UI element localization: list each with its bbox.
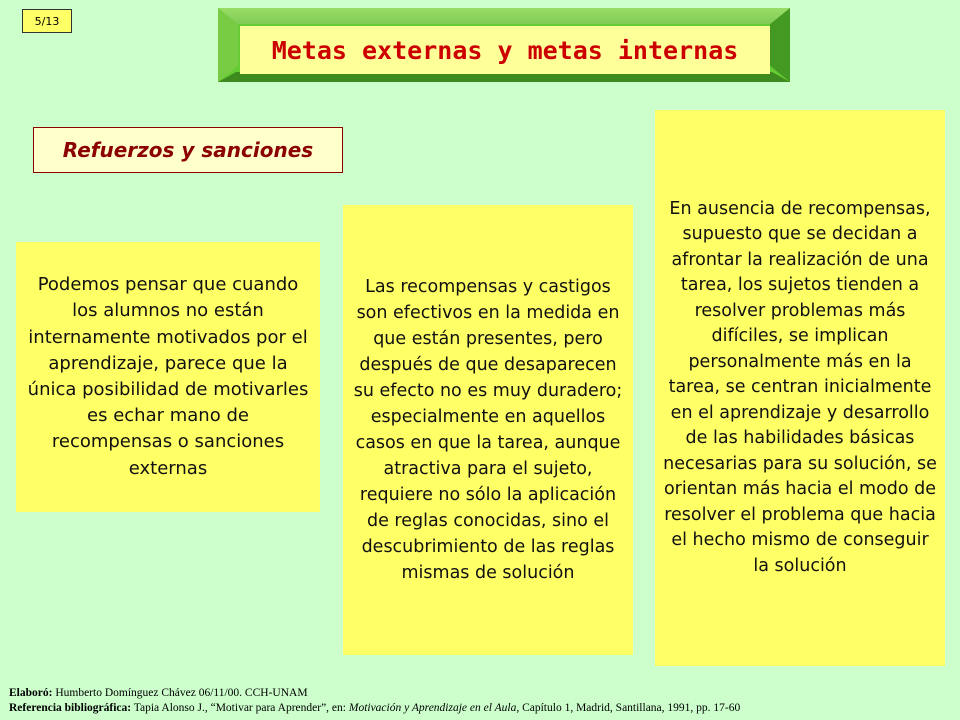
reference-text-2: Capítulo 1, Madrid, Santillana, 1991, pp. 17-60 [519, 702, 741, 714]
text-box-middle [343, 205, 633, 655]
page-title: Metas externas y metas internas [271, 35, 739, 65]
section-subtitle-box [33, 127, 343, 173]
author-label: Elaboró: [9, 687, 53, 699]
reference-text-1: Tapia Alonso J., “Motivar para Aprender”, en: [131, 702, 349, 714]
author-text: Humberto Domínguez Chávez 06/11/00. CCH-UNAM [52, 687, 308, 699]
footer [9, 686, 949, 716]
page-number: 5/13 [22, 9, 72, 33]
title-panel [240, 26, 770, 74]
text-right: En ausencia de recompensas, supuesto que se decidan a afrontar la realización de una tarea, los sujetos tienden a resolver problemas más difíciles, se implican personalmente más en la tarea, se centran inicialmente en el aprendizaje y desarrollo de las habilidades básicas necesarias para su solución, se orientan más hacia el modo de resolver el problema que hacia el hecho mismo de conseguir la solución [663, 198, 937, 576]
text-box-left [16, 242, 320, 512]
section-subtitle: Refuerzos y sanciones [62, 138, 314, 162]
text-box-right [655, 110, 945, 666]
footer-author [9, 686, 949, 701]
text-middle: Las recompensas y castigos son efectivos en la medida en que están presentes, pero después de que desaparecen su efecto no es muy duradero; especialmente en aquellos casos en que la tarea, aunque atractiva para el sujeto, requiere no sólo la aplicación de reglas conocidas, sino el descubrimiento de las reglas mismas de solución [353, 277, 623, 583]
reference-italic: Motivación y Aprendizaje en el Aula, [348, 702, 520, 714]
reference-label: Referencia bibliográfica: [9, 702, 132, 714]
text-left: Podemos pensar que cuando los alumnos no están internamente motivados por el aprendizaje, parece que la única posibilidad de motivarles es echar mano de recompensas o sanciones externas [27, 274, 309, 479]
footer-reference [9, 701, 949, 716]
